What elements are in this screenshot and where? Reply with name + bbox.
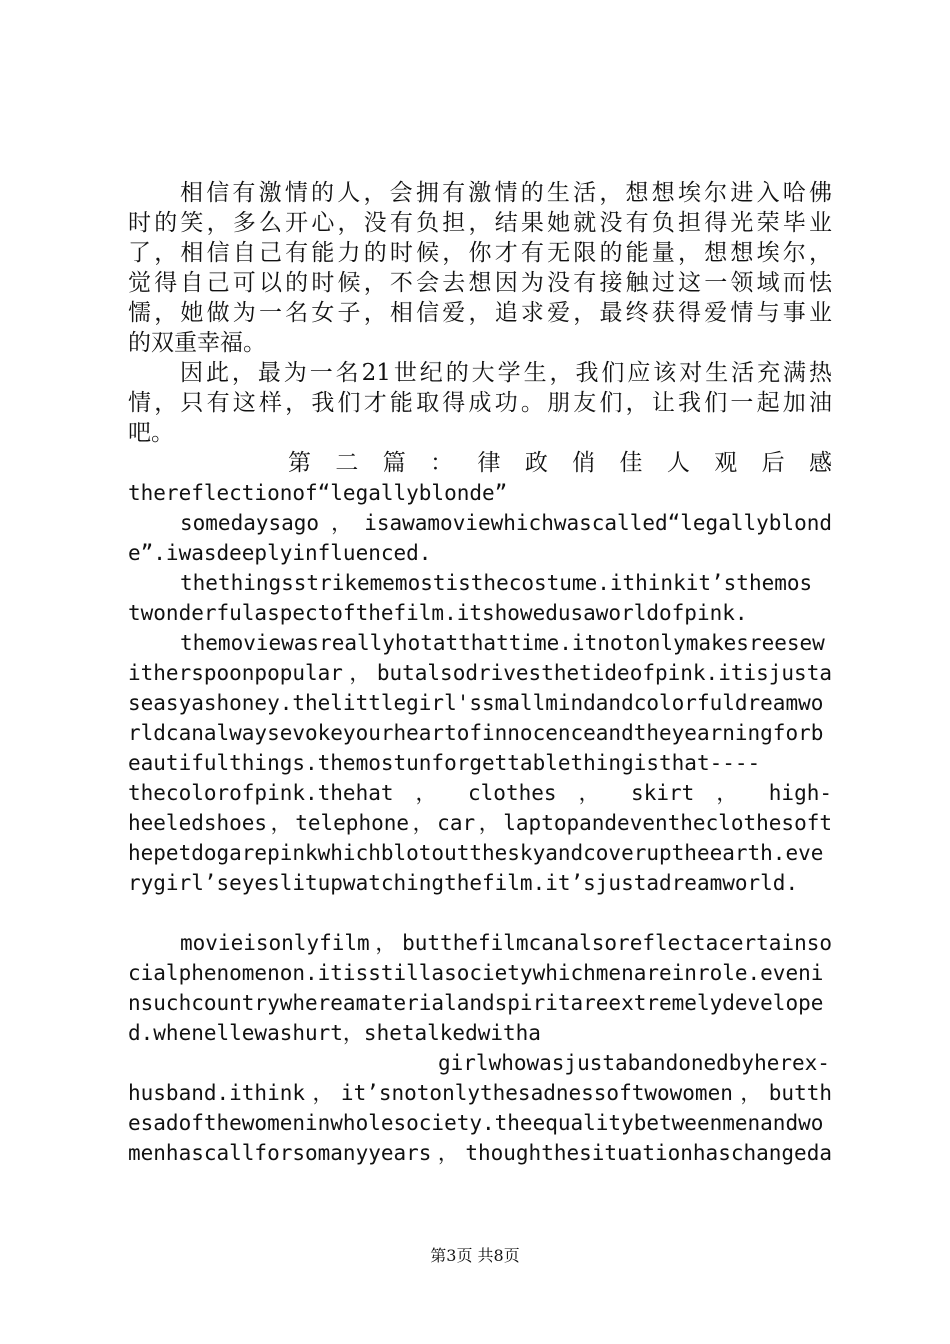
- text-line: somedaysago，isawamoviewhichwascalled“legallyblond: [180, 511, 832, 535]
- text-line: twonderfulaspectofthefilm.itshowedusaworldofpink.: [128, 601, 748, 625]
- text-line: thecolorofpink.thehat ， clothes ， skirt ， high-: [128, 781, 832, 805]
- text-line: husband.ithink，it’snotonlythesadnessoftwowomen，butth: [128, 1081, 832, 1105]
- text-line: 了，相信自己有能力的时候，你才有无限的能量，想想埃尔，: [128, 240, 832, 266]
- text-line: cialphenomenon.itisstillasocietywhichmenareinrole.eveni: [128, 961, 824, 985]
- text-line: 情，只有这样，我们才能取得成功。朋友们，让我们一起加油: [128, 390, 832, 416]
- text-line: girlwhowasjustabandonedbyherex-: [438, 1051, 830, 1075]
- section-heading: 第二篇：律政俏佳人观后感: [288, 450, 832, 476]
- text-line: seasyashoney.thelittlegirl'ssmallmindandcolorfuldreamwo: [128, 691, 824, 715]
- text-line: 时的笑，多么开心，没有负担，结果她就没有负担得光荣毕业: [128, 210, 832, 236]
- text-line: rygirl’seyeslitupwatchingthefilm.it’sjustadreamworld.: [128, 871, 799, 895]
- text-line: 觉得自己可以的时候，不会去想因为没有接触过这一领域而怯: [128, 270, 832, 296]
- text-line: themoviewasreallyhotatthattime.itnotonlymakesreesew: [180, 631, 825, 655]
- text-line: d.whenellewashurt，shetalkedwitha: [128, 1021, 541, 1045]
- page-number-footer: 第3页 共8页: [430, 1246, 520, 1265]
- text-line: e”.iwasdeeplyinfluenced.: [128, 541, 432, 565]
- text-line: nsuchcountrywhereamaterialandspiritareextremelydevelope: [128, 991, 824, 1015]
- text-line: thethingsstrikememostisthecostume.ithinkit’sthemos: [180, 571, 813, 595]
- text-line: itherspoonpopular，butalsodrivesthetideofpink.itisjusta: [128, 661, 832, 685]
- text-line: heeledshoes，telephone，car，laptopandeventheclothesoft: [128, 811, 832, 835]
- text-line: esadofthewomeninwholesociety.theequalitybetweenmenandwo: [128, 1111, 824, 1135]
- text-line: thereflectionof“legallyblonde”: [128, 481, 508, 505]
- text-line: eautifulthings.themostunforgettablethingisthat----: [128, 751, 761, 775]
- text-line: movieisonlyfilm，butthefilmcanalsoreflectacertainso: [180, 931, 832, 955]
- body-text: [128, 178, 832, 1168]
- text-line: 懦，她做为一名女子，相信爱，追求爱，最终获得爱情与事业: [128, 300, 832, 326]
- text-line: rldcanalwaysevokeyourheartofinnocenceandtheyearningforb: [128, 721, 824, 745]
- text-line: menhascallforsomanyyears，thoughthesituationhaschangeda: [128, 1141, 832, 1165]
- text-line: 相信有激情的人，会拥有激情的生活，想想埃尔进入哈佛: [180, 180, 832, 206]
- text-line: 吧。: [128, 420, 174, 446]
- text-line: 的双重幸福。: [128, 330, 266, 356]
- text-line: 因此，最为一名21世纪的大学生，我们应该对生活充满热: [180, 360, 832, 386]
- text-line: hepetdogarepinkwhichblotouttheskyandcoveruptheearth.eve: [128, 841, 824, 865]
- paragraph-gap: [128, 898, 832, 928]
